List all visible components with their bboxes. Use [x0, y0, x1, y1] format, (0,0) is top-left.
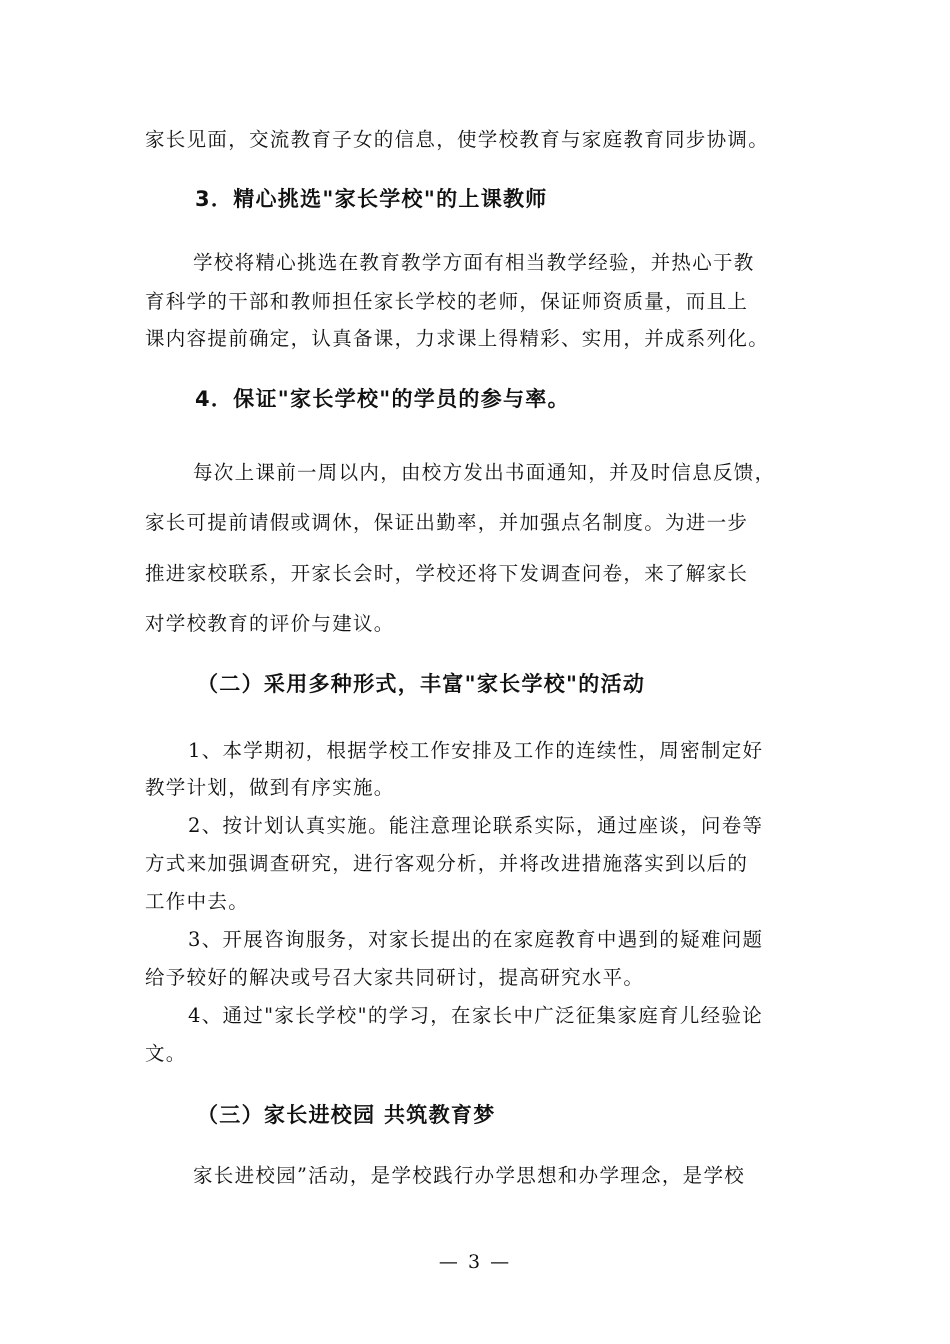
list-item-line: 4、通过"家长学校"的学习，在家长中广泛征集家庭育儿经验论: [188, 1004, 764, 1027]
list-item-line: 教学计划，做到有序实施。: [145, 776, 395, 799]
body-line: 学校将精心挑选在教育教学方面有相当教学经验，并热心于教: [193, 251, 755, 274]
body-line: 推进家校联系，开家长会时，学校还将下发调查问卷，来了解家长: [145, 562, 749, 585]
body-line: 家长见面，交流教育子女的信息，使学校教育与家庭教育同步协调。: [145, 128, 770, 151]
body-line: 对学校教育的评价与建议。: [145, 612, 395, 635]
body-line: 家长可提前请假或调休，保证出勤率，并加强点名制度。为进一步: [145, 511, 749, 534]
list-item-line: 1、本学期初，根据学校工作安排及工作的连续性，周密制定好: [188, 739, 764, 762]
section-heading-3: 3．精心挑选"家长学校"的上课教师: [195, 187, 548, 211]
subsection-heading-3: （三）家长进校园 共筑教育梦: [197, 1103, 496, 1127]
body-line: 每次上课前一周以内，由校方发出书面通知，并及时信息反馈，: [193, 461, 776, 484]
body-line: 育科学的干部和教师担任家长学校的老师，保证师资质量，而且上: [145, 290, 749, 313]
list-item-line: 给予较好的解决或号召大家共同研讨，提高研究水平。: [145, 966, 645, 989]
list-item-line: 3、开展咨询服务，对家长提出的在家庭教育中遇到的疑难问题: [188, 928, 764, 951]
subsection-heading-2: （二）采用多种形式，丰富"家长学校"的活动: [197, 672, 646, 696]
body-line: 家长进校园”活动，是学校践行办学思想和办学理念，是学校: [193, 1164, 746, 1187]
list-item-line: 文。: [145, 1042, 187, 1065]
body-line: 课内容提前确定，认真备课，力求课上得精彩、实用，并成系列化。: [145, 327, 770, 350]
list-item-line: 工作中去。: [145, 890, 250, 913]
page-number: — 3 —: [438, 1251, 512, 1273]
section-heading-4: 4．保证"家长学校"的学员的参与率。: [195, 387, 570, 411]
list-item-line: 2、按计划认真实施。能注意理论联系实际，通过座谈，问卷等: [188, 814, 764, 837]
list-item-line: 方式来加强调查研究，进行客观分析，并将改进措施落实到以后的: [145, 852, 749, 875]
